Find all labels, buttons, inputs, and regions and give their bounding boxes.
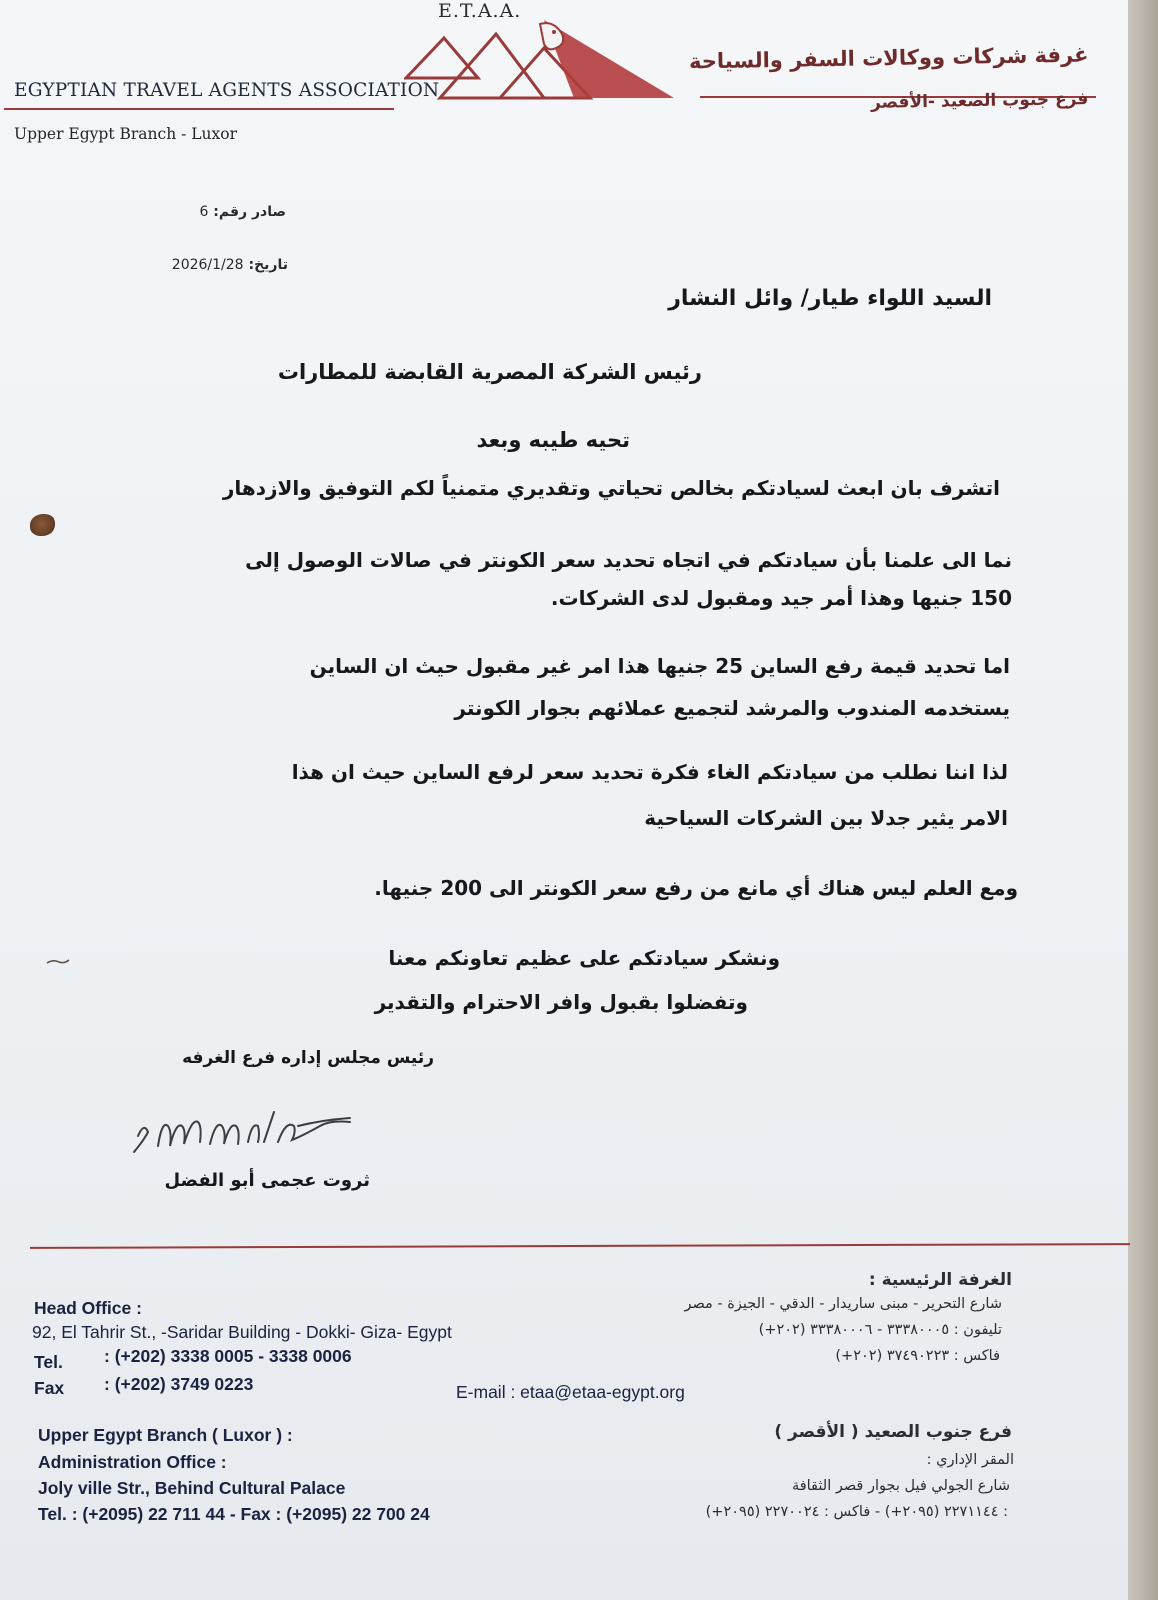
paper-speck [46, 958, 70, 966]
footer-tel-value: : (+202) 3338 0005 - 3338 0006 [104, 1346, 352, 1366]
closing-line-2: وتفضلوا بقبول وافر الاحترام والتقدير [374, 990, 748, 1014]
header-english-title: EGYPTIAN TRAVEL AGENTS ASSOCIATION [14, 80, 440, 101]
date-value: 2026/1/28 [171, 257, 244, 273]
issue-number [199, 204, 286, 220]
logo-text: E.T.A.A. [438, 0, 522, 22]
handwritten-signature [128, 1096, 378, 1162]
footer-ar-head-address: شارع التحرير - مبنى ساريدار - الدقي - الجيزة - مصر [684, 1296, 1002, 1312]
signer-title: رئيس مجلس إداره فرع الغرفه [182, 1048, 434, 1068]
footer-branch-tel: Tel. : (+2095) 22 711 44 - Fax : (+2095) 22 700 24 [38, 1504, 430, 1524]
footer-branch-label: Upper Egypt Branch ( Luxor ) : [38, 1425, 293, 1445]
paragraph-4-line-1: لذا اننا نطلب من سيادتكم الغاء فكرة تحديد سعر لرفع الساين حيث ان هذا [291, 760, 1008, 784]
closing-line-1: ونشكر سيادتكم على عظيم تعاونكم معنا [388, 946, 780, 970]
footer-tel-label: Tel. [34, 1352, 63, 1372]
footer-branch-address: Joly ville Str., Behind Cultural Palace [38, 1478, 346, 1498]
footer-ar-head-label: الغرفة الرئيسية : [868, 1270, 1012, 1290]
paragraph-4-line-2: الامر يثير جدلا بين الشركات السياحية [644, 806, 1008, 830]
paragraph-2-line-1: نما الى علمنا بأن سيادتكم في اتجاه تحديد سعر الكونتر في صالات الوصول إلى [245, 548, 1012, 572]
header-rule-left [4, 108, 394, 110]
footer-ar-branch-tel: : ٢٢٧١١٤٤ (٢٠٩٥+) - فاكس : ٢٢٧٠٠٢٤ (٢٠٩٥+) [705, 1504, 1008, 1520]
issue-label: صادر رقم: [213, 204, 286, 220]
footer-ar-admin-label: المقر الإداري : [926, 1452, 1014, 1468]
letter-date [172, 257, 288, 273]
paragraph-3-line-2: يستخدمه المندوب والمرشد لتجميع عملائهم بجوار الكونتر [454, 696, 1010, 720]
header-arabic-branch: فرع جنوب الصعيد -الأقصر [870, 89, 1089, 113]
paragraph-2-line-2: 150 جنيها وهذا أمر جيد ومقبول لدى الشركات. [550, 586, 1012, 610]
footer-ar-head-fax: فاكس : ٣٧٤٩٠٢٢٣ (٢٠٢+) [835, 1348, 1000, 1364]
page-edge-shadow [1128, 0, 1158, 1600]
issue-value: 6 [199, 204, 209, 220]
paragraph-3-line-1: اما تحديد قيمة رفع الساين 25 جنيها هذا امر غير مقبول حيث ان الساين [309, 654, 1010, 678]
footer-admin-label: Administration Office : [38, 1452, 227, 1472]
signer-name: ثروت عجمى أبو الفضل [164, 1170, 370, 1191]
footer-head-office-label: Head Office : [34, 1298, 142, 1318]
pyramids-logo-icon [404, 18, 684, 104]
footer-ar-head-tel: تليفون : ٣٣٣٨٠٠٠٥ - ٣٣٣٨٠٠٠٦ (٢٠٢+) [758, 1322, 1002, 1338]
paragraph-5-line-1: ومع العلم ليس هناك أي مانع من رفع سعر الكونتر الى 200 جنيها. [374, 876, 1018, 900]
greeting: تحيه طيبه وبعد [476, 428, 630, 452]
header-english-branch: Upper Egypt Branch - Luxor [14, 125, 238, 143]
footer-head-office-address: 92, El Tahrir St., -Saridar Building - Dokki- Giza- Egypt [32, 1322, 452, 1342]
addressee-title: رئيس الشركة المصرية القابضة للمطارات [277, 360, 702, 384]
addressee: السيد اللواء طيار/ وائل النشار [668, 286, 992, 311]
footer-fax-label: Fax [34, 1378, 65, 1398]
footer-ar-branch-label: فرع جنوب الصعيد ( الأقصر ) [774, 1422, 1012, 1442]
footer-email[interactable]: E-mail : etaa@etaa-egypt.org [456, 1382, 685, 1402]
footer-ar-branch-address: شارع الجولي فيل بجوار قصر الثقافة [791, 1478, 1010, 1494]
paragraph-1-line-1: اتشرف بان ابعث لسيادتكم بخالص تحياتي وتقديري متمنياً لكم التوفيق والازدهار [222, 476, 1000, 500]
header-arabic-title: غرفة شركات ووكالات السفر والسياحة [688, 42, 1089, 74]
date-label: تاريخ: [248, 257, 288, 273]
footer-fax-value: : (+202) 3749 0223 [104, 1374, 254, 1394]
